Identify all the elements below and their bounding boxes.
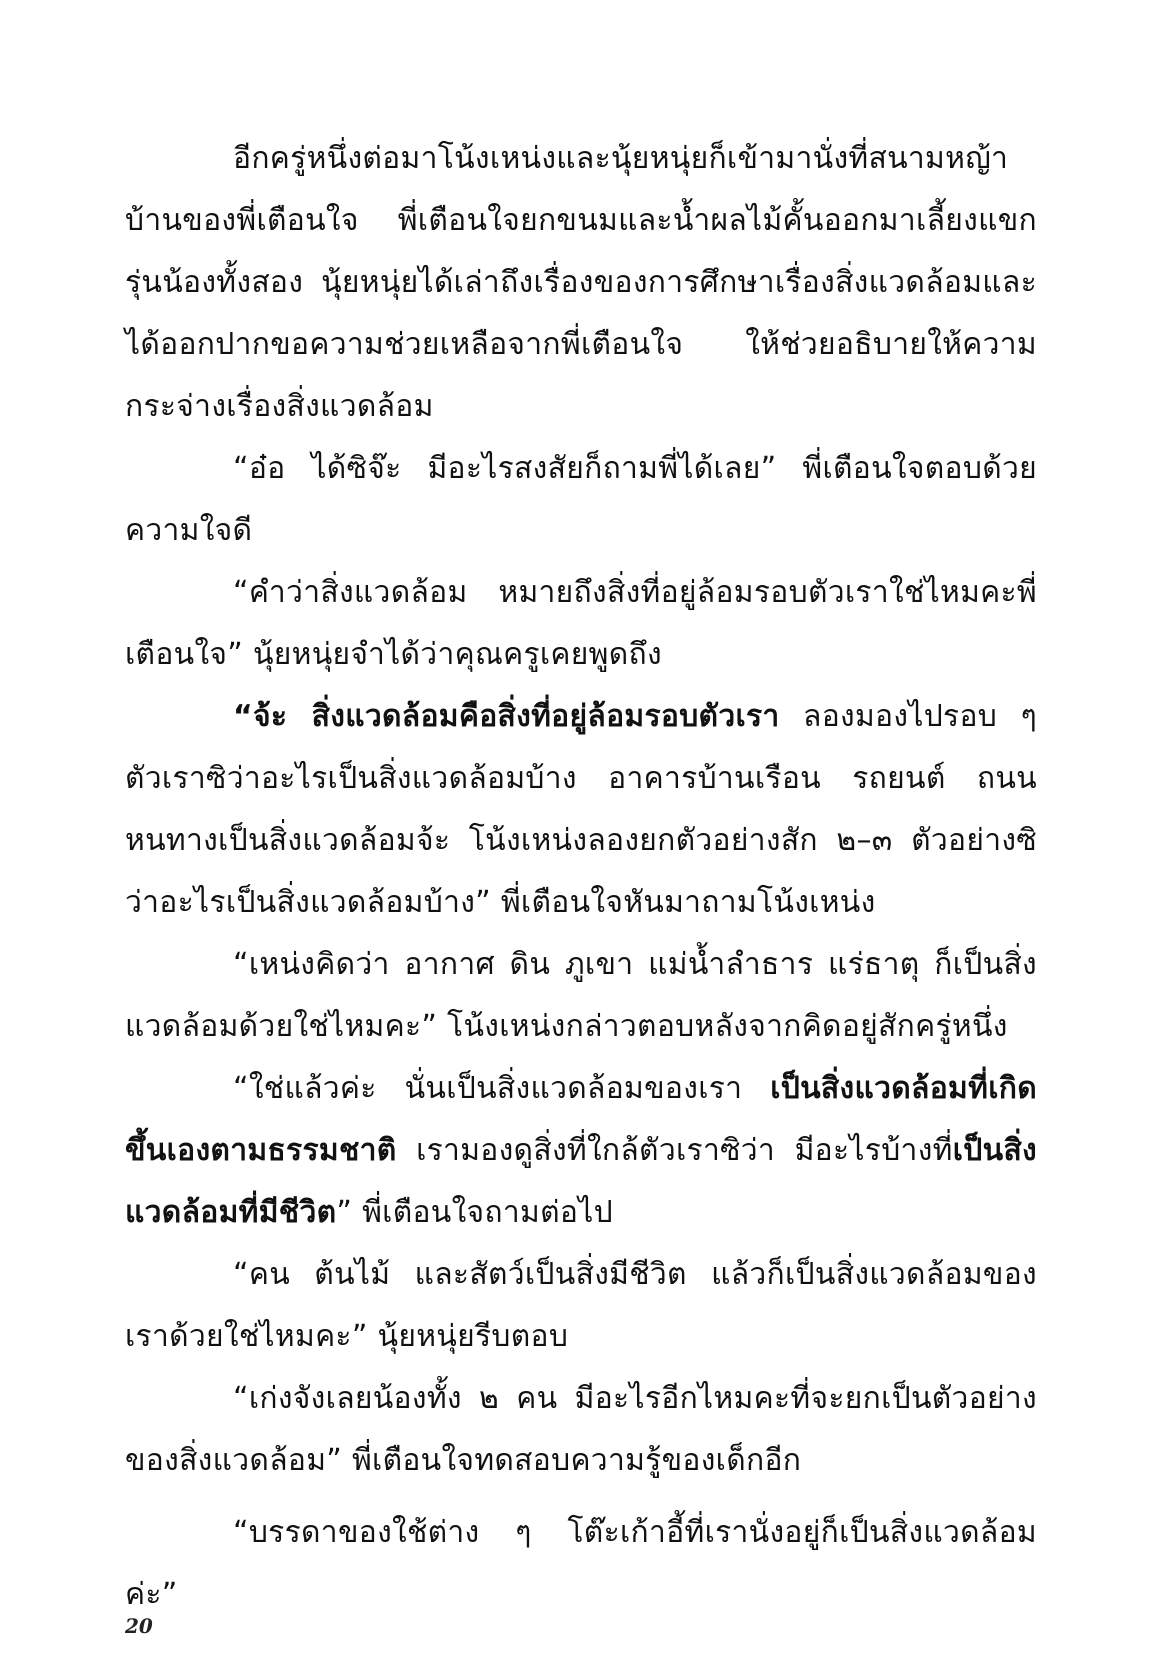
paragraph-6-text-a: “ใช่แล้วค่ะ นั่นเป็นสิ่งแวดล้อมของเรา	[233, 1071, 771, 1106]
paragraph-6-text-b: เรามองดูสิ่งที่ใกล้ตัวเราซิว่า มีอะไรบ้างที่	[396, 1133, 953, 1168]
paragraph-4-text: ลองมองไปรอบ ๆ ตัวเราซิว่าอะไรเป็นสิ่งแวดล้อมบ้าง อาคารบ้านเรือน รถยนต์ ถนนหนทางเป็นสิ่งแวดล้อมจ้ะ โน้งเหน่งลองยกตัวอย่างสัก ๒–๓ ตัวอย่างซิว่าอะไรเป็นสิ่งแวดล้อมบ้าง” พี่เตือนใจหันมาถามโน้งเหน่ง	[125, 699, 1037, 920]
bold-natural-environment: เป็นสิ่งแวดล้อมที่เกิดขึ้นเองตามธรรมชาติ	[125, 1071, 1037, 1168]
paragraph-1: อีกครู่หนึ่งต่อมาโน้งเหน่งและนุ้ยหนุ่ยก็เข้ามานั่งที่สนามหญ้าบ้านของพี่เตือนใจ พี่เตือนใจยกขนมและน้ำผลไม้คั้นออกมาเลี้ยงแขกรุ่นน้องทั้งสอง นุ้ยหนุ่ยได้เล่าถึงเรื่องของการศึกษาเรื่องสิ่งแวดล้อมและได้ออกปากขอความช่วยเหลือจากพี่เตือนใจ ให้ช่วยอธิบายให้ความกระจ่างเรื่องสิ่งแวดล้อม	[125, 141, 1037, 424]
paragraph-8: “เก่งจังเลยน้องทั้ง ๒ คน มีอะไรอีกไหมคะที่จะยกเป็นตัวอย่างของสิ่งแวดล้อม” พี่เตือนใจทดสอบความรู้ของเด็กอีก	[125, 1381, 1037, 1478]
paragraph-9: “บรรดาของใช้ต่าง ๆ โต๊ะเก้าอี้ที่เรานั่งอยู่ก็เป็นสิ่งแวดล้อมค่ะ”	[125, 1515, 1037, 1612]
paragraph-6	[125, 1058, 1037, 1244]
paragraph-4	[125, 686, 1037, 934]
bold-living-environment: เป็นสิ่งแวดล้อมที่มีชีวิต	[125, 1133, 1037, 1230]
paragraph-3: “คำว่าสิ่งแวดล้อม หมายถึงสิ่งที่อยู่ล้อมรอบตัวเราใช่ไหมคะพี่เตือนใจ” นุ้ยหนุ่ยจำได้ว่าคุณครูเคยพูดถึง	[125, 575, 1037, 672]
page-number: 20	[125, 1614, 153, 1638]
bold-definition: “จ้ะ สิ่งแวดล้อมคือสิ่งที่อยู่ล้อมรอบตัวเรา	[233, 699, 780, 734]
paragraph-5: “เหน่งคิดว่า อากาศ ดิน ภูเขา แม่น้ำลำธาร แร่ธาตุ ก็เป็นสิ่งแวดล้อมด้วยใช่ไหมคะ” โน้งเหน่งกล่าวตอบหลังจากคิดอยู่สักครู่หนึ่ง	[125, 947, 1037, 1044]
body-text	[125, 128, 1037, 1626]
paragraph-7: “คน ต้นไม้ และสัตว์เป็นสิ่งมีชีวิต แล้วก็เป็นสิ่งแวดล้อมของเราด้วยใช่ไหมคะ” นุ้ยหนุ่ยรีบตอบ	[125, 1257, 1037, 1354]
paragraph-6-text-c: ” พี่เตือนใจถามต่อไป	[336, 1195, 613, 1230]
paragraph-2: “อ๋อ ได้ซิจ๊ะ มีอะไรสงสัยก็ถามพี่ได้เลย” พี่เตือนใจตอบด้วยความใจดี	[125, 451, 1037, 548]
